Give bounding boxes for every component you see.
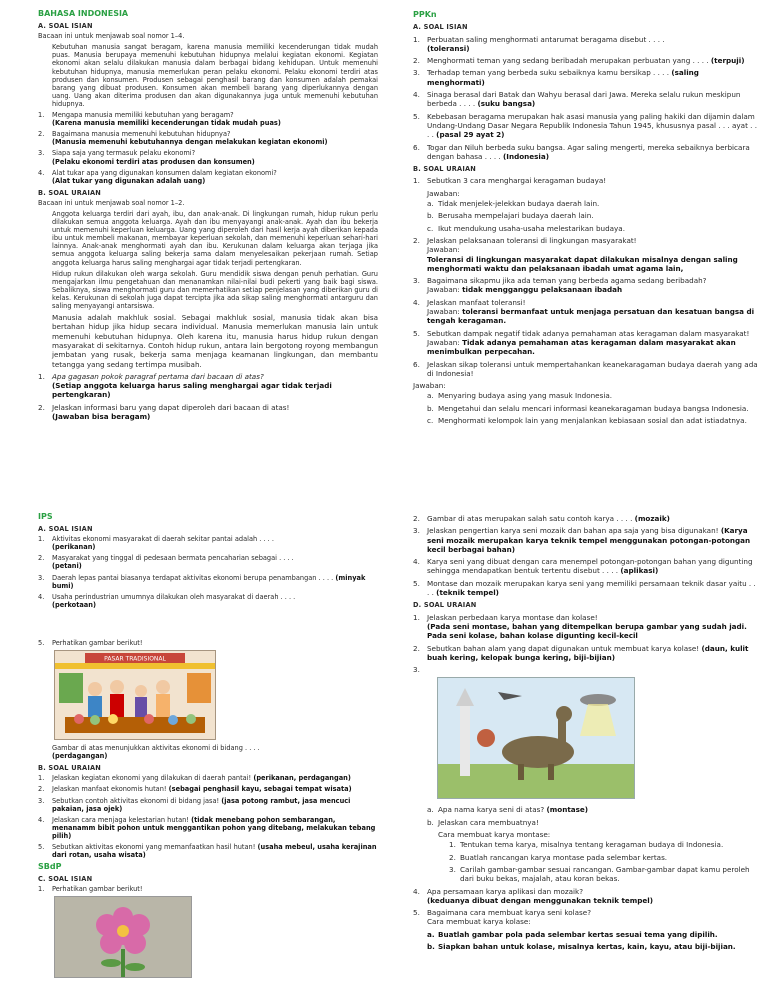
answer: toleransi bermanfaat untuk menjaga persatuan dan kesatuan bangsa di tengah keragaman. <box>427 307 755 326</box>
question-item: 1. Apa gagasan pokok paragraf pertama dari bacaan di atas? (Setiap anggota keluarga harus saling menghargai agar tidak terjadi pertengkaran) <box>38 371 332 400</box>
mosaic-flower-image <box>54 896 192 978</box>
section-heading: C. SOAL ISIAN <box>38 875 93 884</box>
answer: (Pelaku ekonomi terdiri atas produsen dan konsumen) <box>52 157 255 166</box>
question-item: 4. Karya seni yang dibuat dengan cara menempel potongan-potongan bahan yang digunting sehingga mendapatkan bentuk tertentu disebut . . . . (aplikasi) <box>413 557 753 576</box>
answer: (Manusia memenuhi kebutuhannya dengan melakukan kegiatan ekonomi) <box>52 138 328 147</box>
list-item: 2. Buatlah rancangan karya montase pada selembar kertas. <box>449 852 668 862</box>
question-item: 4. Jelaskan manfaat toleransi! Jawaban: toleransi bermanfaat untuk menjaga persatuan dan kesatuan bangsa di tengah keragaman. <box>413 297 755 326</box>
question-item: 3. Bagaimana sikapmu jika ada teman yang berbeda agama sedang beribadah? Jawaban: tidak mengganggu pelaksanaan ibadah <box>413 276 707 295</box>
answer: Toleransi di lingkungan masyarakat dapat dilakukan misalnya dengan saling menghormati waktu dan pelaksanaan ibadah umat agama lain, <box>427 254 738 273</box>
answer: (Jawaban bisa beragam) <box>52 412 151 422</box>
answer: (minyak bumi) <box>52 573 366 590</box>
method-title: Cara membuat karya montase: <box>438 830 551 840</box>
question-item: 4. Apa persamaan karya aplikasi dan mozaik? (keduanya dibuat dengan menggunakan teknik tempel) <box>413 886 654 905</box>
list-item: a. Menyaring budaya asing yang masuk Indonesia. <box>427 391 613 401</box>
question-item: 5. Sebutkan dampak negatif tidak adanya pemahaman atas keragaman dalam masyarakat! Jawaban: Tidak adanya pemahaman atas keragaman dalam masyarakat akan menimbulkan perpecahan. <box>413 328 750 357</box>
question-item: 6. Togar dan Niluh berbeda suku bangsa. Agar saling mengerti, mereka sebaiknya berbicara dengan bahasa . . . . (Indonesia) <box>413 142 750 161</box>
list-item: a. Tidak menjelek-jelekkan budaya daerah lain. <box>427 199 600 209</box>
ips-section <box>38 513 378 978</box>
question-item: 1. Sebutkan 3 cara menghargai keragaman budaya! <box>413 176 607 186</box>
answer: (Alat tukar yang digunakan adalah uang) <box>52 176 206 185</box>
question-item: 2. Sebutkan bahan alam yang dapat digunakan untuk membuat karya kolase! (daun, kulit buah kering, kelopak bunga kering, biji-bijian) <box>413 643 749 662</box>
answer: (petani) <box>52 562 82 571</box>
list-item: b. Berusaha mempelajari budaya daerah lain. <box>427 211 594 221</box>
market-sign: PASAR TRADISIONAL <box>104 655 166 663</box>
answer: (terpuji) <box>710 56 745 66</box>
question-item: 6. Jelaskan sikap toleransi untuk mempertahankan keanekaragaman budaya daerah yang ada di Indonesia! <box>413 359 758 378</box>
question-item: 3. Jelaskan pengertian karya seni mozaik dan bahan apa saja yang bisa digunakan! (Karya seni mozaik merupakan karya teknik tempel menggunakan potongan-potongan kecil berbagai bahan) <box>413 526 751 554</box>
question-item: 2. Gambar di atas merupakan salah satu contoh karya . . . . (mozaik) <box>413 514 670 523</box>
section-heading: B. SOAL URAIAN <box>38 764 102 773</box>
list-item: c. Ikut mendukung usaha-usaha melestarikan budaya. <box>427 223 625 233</box>
answer: (perkotaan) <box>52 600 96 609</box>
subject-heading: IPS <box>38 512 53 521</box>
question-item: 5. Montase dan mozaik merupakan karya seni yang memiliki persamaan teknik dasar yaitu . . . . (teknik tempel) <box>413 578 756 598</box>
list-item: c. Menghormati kelompok lain yang menjalankan kebiasaan sosial dan adat istiadatnya. <box>427 415 747 425</box>
answer: (jasa potong rambut, jasa mencuci pakaian, jasa ojek) <box>52 796 351 813</box>
answer: (Indonesia) <box>503 151 550 161</box>
instruction: Bacaan ini untuk menjawab soal nomor 1–2. <box>38 198 185 207</box>
answer: Tidak adanya pemahaman atas keragaman dalam masyarakat akan menimbulkan perpecahan. <box>427 337 736 357</box>
answer: (Karena manusia memiliki kecenderungan tidak mudah puas) <box>52 119 281 128</box>
question-item: 2. Jelaskan manfaat ekonomis hutan! (sebagai penghasil kayu, sebagai tempat wisata) <box>38 785 352 794</box>
question-item: 2. Bagaimana manusia memenuhi kebutuhan hidupnya? (Manusia memenuhi kebutuhannya dengan melakukan kegiatan ekonomi) <box>38 130 328 147</box>
reading-paragraph: Kebutuhan manusia sangat beragam, karena manusia memiliki kecenderungan tidak mudah puas. Manusia berupaya memenuhi kebutuhan hidupnya melalui kegiatan ekonomi. Kegiatan ekonomi akan selalu dilakukan manusia dalam berbagai bidang kehidupan. Untuk memenuhi kebutuhan hidupnya, manusia memerlukan peran pelaku ekonomi. Pelaku ekonomi terdiri atas produsen dan konsumen. Produsen sebagai penghasil barang dan konsumen adalah pemakai barang yang dibuat produsen. Konsumen akan membeli barang yang diperlukannya dengan uang. Uang akan diterima produsen dan akan digunakannya juga untuk memenuhi kebutuhan hidupnya. <box>52 43 378 108</box>
question-item: 4. Jelaskan cara menjaga kelestarian hutan! (tidak menebang pohon sembarangan, menanamm bibit pohon untuk menggantikan pohon yang ditebang, melakukan tebang pilih) <box>38 815 376 840</box>
question-item: 3. Daerah lepas pantai biasanya terdapat aktivitas ekonomi berupa penambangan . . . . (minyak bumi) <box>38 573 366 590</box>
answer: (aplikasi) <box>620 566 659 576</box>
answer: (daun, kulit buah kering, kelopak bunga kering, biji-bijian) <box>427 643 749 662</box>
answer: (toleransi) <box>427 43 470 53</box>
question-item: 3. <box>413 665 420 675</box>
answer: (perikanan, perdagangan) <box>253 774 351 783</box>
answer: (suku bangsa) <box>477 99 536 109</box>
question-item: 5. Bagaimana cara membuat karya seni kolase? Cara membuat karya kolase: <box>413 908 592 927</box>
list-item: 1. Tentukan tema karya, misalnya tentang keragaman budaya di Indonesia. <box>449 840 724 850</box>
answer-label: Jawaban: <box>413 381 446 391</box>
answer: (perdagangan) <box>52 752 108 761</box>
question-item: 5. Perhatikan gambar berikut! <box>38 638 143 647</box>
answer: (keduanya dibuat dengan menggunakan teknik tempel) <box>427 895 654 905</box>
market-illustration <box>54 650 216 740</box>
subject-heading: BAHASA INDONESIA <box>38 9 129 18</box>
section-heading: D. SOAL URAIAN <box>413 601 477 610</box>
instruction: Bacaan ini untuk menjawab soal nomor 1–4. <box>38 32 185 41</box>
reading-paragraph: Manusia adalah makhluk sosial. Sebagai makhluk sosial, manusia tidak akan bisa bertahan hidup jika hidup secara individual. Manusia memerlukan manusia lain untuk memenuhi kebutuhan hidupnya. Oleh karena itu, manusia harus hidup rukun dengan masyarakat di sekitarnya. Contoh hidup rukun, antara lain bergotong royong membangun jembatan yang rusak, bekerja sama menjaga keamanan lingkungan, dan membantu tetangga yang sedang tertimpa musibah. <box>52 313 378 369</box>
section-heading: B. SOAL URAIAN <box>38 188 102 197</box>
list-item: a. Buatlah gambar pola pada selembar kertas sesuai tema yang dipilih. <box>427 929 718 939</box>
answer: (usaha mebeul, usaha kerajinan dari rotan, usaha wisata) <box>52 842 377 860</box>
question-item: 4. Usaha perindustrian umumnya dilakukan oleh masyarakat di daerah . . . . (perkotaan) <box>38 592 296 609</box>
question-item: 1. Perbuatan saling menghormati antarumat beragama disebut . . . . (toleransi) <box>413 34 665 53</box>
sbdp-section <box>413 513 758 954</box>
question-item: 4. Sinaga berasal dari Batak dan Wahyu berasal dari Jawa. Mereka selalu rukun meskipun berbeda . . . . (suku bangsa) <box>413 90 741 109</box>
answer: (saling menghormati) <box>427 68 699 87</box>
question-item: 2. Menghormati teman yang sedang beribadah merupakan perbuatan yang . . . . (terpuji) <box>413 56 745 66</box>
section-heading: A. SOAL ISIAN <box>38 525 93 534</box>
subject-heading: SBdP <box>38 862 62 872</box>
list-item: b. Jelaskan cara membuatnya! <box>427 817 539 827</box>
answer: (Karya seni mozaik merupakan karya teknik tempel menggunakan potongan-potongan kecil berbagai bahan) <box>427 526 751 554</box>
question-item: 3. Terhadap teman yang berbeda suku sebaiknya kamu bersikap . . . . (saling menghormati) <box>413 68 699 87</box>
answer: (Setiap anggota keluarga harus saling menghargai agar tidak terjadi pertengkaran) <box>52 381 332 400</box>
answer: (sebagai penghasil kayu, sebagai tempat wisata) <box>168 785 352 794</box>
answer: (mozaik) <box>634 514 670 523</box>
answer: tidak mengganggu pelaksanaan ibadah <box>462 285 623 295</box>
subject-heading: PPKn <box>413 10 437 19</box>
question-item: 1. Mengapa manusia memiliki kebutuhan yang beragam? (Karena manusia memiliki kecenderungan tidak mudah puas) <box>38 111 281 128</box>
answer: (perikanan) <box>52 543 96 552</box>
question-item: 2. Masyarakat yang tinggal di pedesaan bermata pencaharian sebagai . . . . (petani) <box>38 554 294 571</box>
question-item: 4. Alat tukar apa yang digunakan konsumen dalam kegiatan ekonomi? (Alat tukar yang digunakan adalah uang) <box>38 168 277 185</box>
question-item: 1. Jelaskan kegiatan ekonomi yang dilakukan di daerah pantai! (perikanan, perdagangan) <box>38 774 351 783</box>
reading-paragraph: Anggota keluarga terdiri dari ayah, ibu, dan anak-anak. Di lingkungan rumah, hidup rukun perlu dilakukan semua anggota keluarga. Ayah dan ibu menyayangi anak-anak. Ayah dan ibu bekerja untuk memenuhi keperluan keluarga. Uang yang diperoleh dari hasil kerja ayah diberikan kepada ibu untuk membeli makanan, membayar keperluan sekolah, dan memenuhi keperluan sehari-hari lainnya. Anak-anak menghormati ayah dan ibu. Kerukunan dalam keluarga akan terjaga jika semua anggota keluarga saling bekerja sama dalam menyelesaikan pekerjaan rumah. Setiap anggota keluarga harus saling menghargai agar tidak terjadi pertengkaran. <box>52 209 378 267</box>
section-heading: A. SOAL ISIAN <box>38 22 93 31</box>
answer: (Pada seni montase, bahan yang ditempelkan berupa gambar yang sudah jadi. Pada seni kolase, bahan kolase digunting kecil-kecil <box>427 621 747 641</box>
section-heading: A. SOAL ISIAN <box>413 23 468 32</box>
answer-label: Jawaban: <box>427 188 460 198</box>
question-item: 1. Aktivitas ekonomi masyarakat di daerah sekitar pantai adalah . . . . (perikanan) <box>38 535 274 552</box>
bahasa-indonesia-section <box>38 10 378 424</box>
list-item: b. Mengetahui dan selalu mencari informasi keanekaragaman budaya bangsa Indonesia. <box>427 403 749 413</box>
question-text: Gambar di atas menunjukkan aktivitas ekonomi di bidang . . . . <box>52 744 260 753</box>
answer: (teknik tempel) <box>436 588 499 598</box>
question-item: 3. Siapa saja yang termasuk pelaku ekonomi? (Pelaku ekonomi terdiri atas produsen dan konsumen) <box>38 149 255 166</box>
answer: (pasal 29 ayat 2) <box>436 130 505 140</box>
list-item: b. Siapkan bahan untuk kolase, misalnya kertas, kain, kayu, atau biji-bijian. <box>427 942 736 952</box>
ppkn-section <box>413 10 758 428</box>
answer: (tidak menebang pohon sembarangan, menanamm bibit pohon untuk menggantikan pohon yang ditebang, melakukan tebang pilih) <box>52 815 376 840</box>
list-item: 3. Carilah gambar-gambar sesuai rancangan. Gambar-gambar dapat kamu peroleh dari buku bekas, majalah, atau koran bekas. <box>449 864 750 884</box>
section-heading: B. SOAL URAIAN <box>413 165 477 174</box>
reading-paragraph: Hidup rukun dilakukan oleh warga sekolah. Guru mendidik siswa dengan penuh perhatian. Guru mengajarkan ilmu pengetahuan dan menanamkan nilai-nilai budi pekerti yang baik bagi siswa. Sebaliknya, siswa menghormati guru dan memerhatikan setiap penjelasan yang diberikan guru di kelas. Kerukunan di sekolah juga dapat tercipta jika ada sikap saling menghormati antarguru dan saling menyayangi antarsiswa. <box>52 269 378 310</box>
montage-artwork-image <box>437 677 635 799</box>
question-item: 1. Perhatikan gambar berikut! <box>38 885 143 894</box>
question-item: 2. Jelaskan informasi baru yang dapat diperoleh dari bacaan di atas! (Jawaban bisa beragam) <box>38 402 290 422</box>
question-item: 5. Kebebasan beragama merupakan hak asasi manusia yang paling hakiki dan dijamin dalam Undang-Undang Dasar Negara Republik Indonesia Tahun 1945, khususnya pasal . . . ayat . . . . (pasal 29 ayat 2) <box>413 111 758 140</box>
answer: (montase) <box>546 805 589 815</box>
question-item: 1. Jelaskan perbedaan karya montase dan kolase! (Pada seni montase, bahan yang ditempelkan berupa gambar yang sudah jadi. Pada seni kolase, bahan kolase digunting kecil-kecil <box>413 612 747 641</box>
question-item: 3. Sebutkan contoh aktivitas ekonomi di bidang jasa! (jasa potong rambut, jasa mencuci pakaian, jasa ojek) <box>38 796 351 813</box>
question-item: 5. Sebutkan aktivitas ekonomi yang memanfaatkan hasil hutan! (usaha mebeul, usaha kerajinan dari rotan, usaha wisata) <box>38 842 377 860</box>
question-item: 2. Jelaskan pelaksanaan toleransi di lingkungan masyarakat! Jawaban: Toleransi di lingkungan masyarakat dapat dilakukan misalnya dengan saling menghormati waktu dan pelaksanaan ibadah umat agama lain, <box>413 235 738 273</box>
list-item: a. Apa nama karya seni di atas? (montase) <box>427 805 589 815</box>
